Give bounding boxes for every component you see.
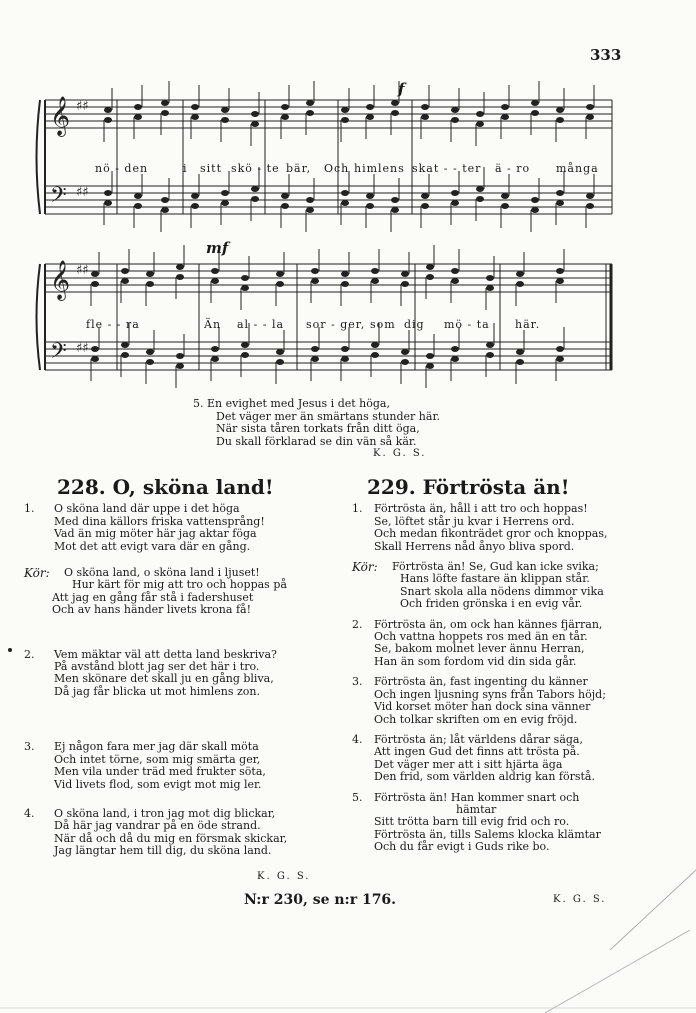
stanza-number: 1. xyxy=(352,502,363,516)
stanza xyxy=(24,649,324,699)
margin-dot xyxy=(8,648,12,652)
lyric-syllable: ä - ro xyxy=(495,162,531,175)
stanza-number: 3. xyxy=(352,675,363,689)
svg-text:♯♯: ♯♯ xyxy=(76,99,89,114)
lyric-syllable: mö - ta xyxy=(444,318,490,331)
svg-text:𝄞: 𝄞 xyxy=(50,260,71,300)
stanza-line: Men vila under träd med frukter söta, xyxy=(54,765,266,779)
stanza-number: 5. xyxy=(352,790,363,804)
stanza xyxy=(24,808,324,858)
stanza-line: Och tolkar skriften om en evig fröjd. xyxy=(374,712,578,726)
hymn-229 xyxy=(352,475,682,854)
stanza-line: Han än som fordom vid din sida går. xyxy=(374,654,577,668)
signature: K. G. S. xyxy=(553,894,607,905)
verse-5 xyxy=(193,398,440,461)
stanza-line: När då och då du mig en försmak skickar, xyxy=(54,831,288,845)
stanza xyxy=(24,503,324,553)
stanza-number: 4. xyxy=(24,806,35,820)
chorus-line: Och av hans händer livets krona få! xyxy=(52,603,251,617)
stanza-line: Med dina källors friska vattensprång! xyxy=(54,514,265,528)
stanza-line: Skall Herrens nåd ånyo bliva spord. xyxy=(374,539,575,553)
stanza-line: Förtrösta än, om ock han kännes fjärran, xyxy=(374,617,603,631)
stanza-number: 3. xyxy=(24,740,35,754)
lyric-syllable: Och xyxy=(324,162,350,175)
dynamic-forte: f xyxy=(398,80,405,98)
stanza-line: Vid livets flod, som evigt mot mig ler. xyxy=(54,777,262,791)
stanza-line: Mot det att evigt vara där en gång. xyxy=(54,539,251,553)
stanza-line: Den frid, som världen aldrig kan förstå. xyxy=(374,770,595,784)
lyric-syllable: bär, xyxy=(286,162,312,175)
chorus-line: Och friden grönska i en evig vår. xyxy=(400,597,583,611)
verse-line: En evighet med Jesus i det höga, xyxy=(207,397,390,410)
stanza-line: O sköna land, i tron jag mot dig blickar, xyxy=(54,806,276,820)
chorus-line: O sköna land, o sköna land i ljuset! xyxy=(64,566,260,580)
dynamic-mezzo-forte: mf xyxy=(206,239,229,257)
stanza-line: Då här jag vandrar på en öde strand. xyxy=(54,819,261,833)
stanza-number: 2. xyxy=(24,647,35,661)
lyric-syllable: fle - - ra xyxy=(86,318,140,331)
chorus-line: Hans löfte fastare än klippan står. xyxy=(400,572,590,586)
svg-text:𝄢: 𝄢 xyxy=(50,183,67,213)
svg-text:♯♯: ♯♯ xyxy=(76,341,89,356)
hymn-228 xyxy=(24,475,324,858)
stanza-line: Ej någon fara mer jag där skall möta xyxy=(54,740,259,754)
music-score xyxy=(0,0,696,400)
stanza-line: Förtrösta än! Han kommer snart och xyxy=(374,790,580,804)
signature: K. G. S. xyxy=(257,871,311,882)
verse-line: Du skall förklarad se din vän så kär. xyxy=(216,434,417,448)
verse-line: När sista tåren torkats från ditt öga, xyxy=(216,422,420,435)
stanza-line: Då jag får blicka ut mot himlens zon. xyxy=(54,684,260,698)
hymn-title: 229. Förtrösta än! xyxy=(367,475,570,499)
chorus-line: Snart skola alla nödens dimmor vika xyxy=(400,584,604,598)
stanza-line: Se, löftet står ju kvar i Herrens ord. xyxy=(374,514,575,528)
stanza xyxy=(352,734,682,784)
stanza-line: Förtrösta än, tills Salems klocka klämtar xyxy=(374,827,601,841)
stanza-line: O sköna land där uppe i det höga xyxy=(54,502,240,516)
stanza-line: Vid korset möter han dock sina vänner xyxy=(374,700,591,714)
stanza-line: Och vattna hoppets ros med än en tår. xyxy=(374,630,588,644)
stanza-number: 4. xyxy=(352,732,363,746)
stanza xyxy=(352,676,682,726)
lyric-syllable: som xyxy=(370,318,396,331)
stanza-line: Förtrösta än, fast ingenting du känner xyxy=(374,675,588,689)
lyric-syllable: sor - ger, xyxy=(306,318,366,331)
lyric-syllable: skat - - ter xyxy=(412,162,482,175)
chorus-line: Att jag en gång får stå i fadershuset xyxy=(52,590,254,604)
page-number: 333 xyxy=(590,46,622,64)
lyric-syllable: himlens xyxy=(354,162,405,175)
stanza-line: Vad än mig möter här jag aktar föga xyxy=(54,527,257,541)
stanza-number: 1. xyxy=(24,502,35,516)
lyric-syllable: skö - te xyxy=(231,162,280,175)
verse-number: 5. xyxy=(193,397,204,410)
hymn-reference: N:r 230, se n:r 176. xyxy=(244,892,397,908)
stanza-line: Det väger mer att i sitt hjärta äga xyxy=(374,757,563,771)
lyric-syllable: Än xyxy=(204,318,222,331)
chorus-line: Förtrösta än! Se, Gud kan icke svika; xyxy=(392,560,599,574)
stanza-line: hämtar xyxy=(456,802,497,816)
chorus xyxy=(24,567,324,617)
stanza-line: Och intet törne, som mig smärta ger, xyxy=(54,752,261,766)
lyric-syllable: dig xyxy=(404,318,425,331)
stanza-line: Sitt trötta barn till evig frid och ro. xyxy=(374,815,570,829)
stanza xyxy=(352,619,682,669)
stanza xyxy=(24,741,324,791)
stanza-line: Förtrösta än; låt världens dårar säga, xyxy=(374,732,583,746)
stanza-line: Och ingen ljusning syns från Tabors höjd; xyxy=(374,687,606,701)
svg-text:𝄢: 𝄢 xyxy=(50,339,67,369)
stanza-line: Se, bakom molnet lever ännu Herran, xyxy=(374,642,585,656)
lyric-syllable: här. xyxy=(515,318,541,331)
stanza-line: Och du får evigt i Guds rike bo. xyxy=(374,840,550,854)
svg-text:♯♯: ♯♯ xyxy=(76,185,89,200)
verse-line: Det väger mer än smärtans stunder här. xyxy=(216,409,440,423)
stanza-line: Och medan fikonträdet gror och knoppas, xyxy=(374,527,608,541)
lyric-syllable: al - - la xyxy=(237,318,285,331)
stanza-number: 2. xyxy=(352,617,363,631)
lyric-syllable: många xyxy=(556,162,599,175)
svg-text:𝄞: 𝄞 xyxy=(50,96,71,136)
hymn-title: 228. O, sköna land! xyxy=(57,475,274,499)
stanza-line: På avstånd blott jag ser det här i tro. xyxy=(54,660,260,674)
lyric-syllable: nö - den xyxy=(95,162,149,175)
svg-text:♯♯: ♯♯ xyxy=(76,263,89,278)
chorus xyxy=(352,561,682,611)
stanza xyxy=(352,503,682,553)
stanza-line: Förtrösta än, håll i att tro och hoppas! xyxy=(374,502,588,516)
chorus-label: Kör: xyxy=(24,566,50,581)
chorus-line: Hur kärt för mig att tro och hoppas på xyxy=(72,578,287,592)
stanza xyxy=(352,792,682,854)
lyric-syllable: sitt xyxy=(200,162,223,175)
signature: K. G. S. xyxy=(373,448,427,459)
chorus-label: Kör: xyxy=(352,560,378,575)
stanza-line: Men skönare det skall ju en gång bliva, xyxy=(54,672,274,686)
stanza-line: Vem mäktar väl att detta land beskriva? xyxy=(54,647,277,661)
stanza-line: Jag längtar hem till dig, du sköna land. xyxy=(54,844,272,858)
stanza-line: Att ingen Gud det finns att trösta på. xyxy=(374,745,580,759)
lyric-syllable: i xyxy=(183,162,188,175)
